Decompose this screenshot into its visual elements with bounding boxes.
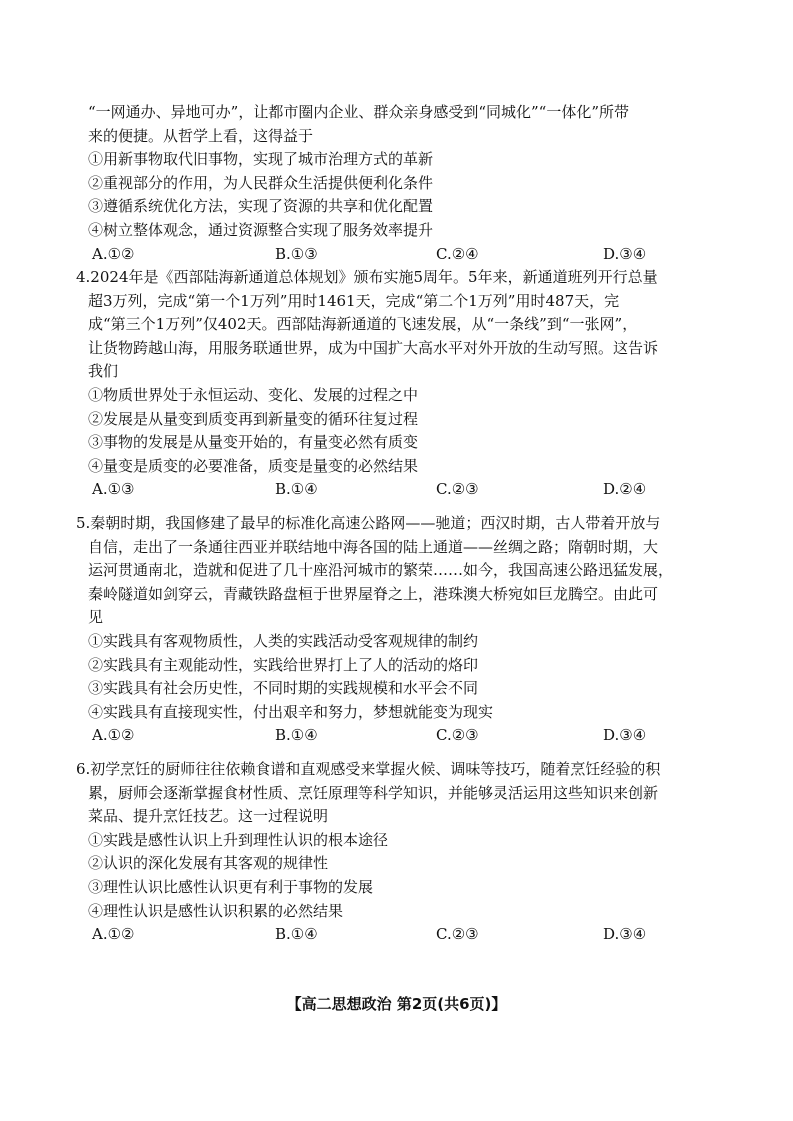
q5-stem-line: 5.秦朝时期，我国修建了最早的标准化高速公路网——驰道；西汉时期，古人带着开放与 xyxy=(76,514,661,532)
q5-stem-line: 运河贯通南北，造就和促进了几十座沿河城市的繁荣……如今，我国高速公路迅猛发展， xyxy=(88,561,674,580)
q6-stem-line: 菜品、提升烹饪技艺。这一过程说明 xyxy=(88,807,329,826)
q6-stem-line: 6.初学烹饪的厨师往往依赖食谱和直观感受来掌握火候、调味等技巧，随着烹饪经验的积 xyxy=(76,760,661,778)
q6-option-d[interactable]: D.③④ xyxy=(603,925,647,944)
q6-statement: ①实践是感性认识上升到理性认识的根本途径 xyxy=(88,830,389,849)
q6-statement: ③理性认识比感性认识更有利于事物的发展 xyxy=(88,877,374,896)
q4-stem-line: 成“第三个1万列”仅402天。西部陆海新通道的飞速发展，从“一条线”到“一张网”， xyxy=(88,315,638,334)
q4-option-c[interactable]: C.②③ xyxy=(436,480,479,499)
q3-stem-line: “一网通办、异地可办”，让都市圈内企业、群众亲身感受到“同城化”“一体化”所带 xyxy=(88,103,630,121)
q4-option-b[interactable]: B.①④ xyxy=(275,480,318,499)
q3-option-a[interactable]: A.①② xyxy=(92,244,135,263)
q3-statement: ①用新事物取代旧事物，实现了城市治理方式的革新 xyxy=(88,150,434,169)
q4-option-a[interactable]: A.①③ xyxy=(92,480,135,499)
q4-statement: ④量变是质变的必要准备，质变是量变的必然结果 xyxy=(88,456,419,475)
q5-stem-line: 自信，走出了一条通往西亚并联结地中海各国的陆上通道——丝绸之路；隋朝时期，大 xyxy=(88,537,659,556)
q4-stem-line: 让货物跨越山海，用服务联通世界，成为中国扩大高水平对外开放的生动写照。这告诉 xyxy=(88,338,659,357)
q5-statement: ①实践具有客观物质性，人类的实践活动受客观规律的制约 xyxy=(88,631,479,650)
q4-options xyxy=(88,478,718,502)
q3-statement: ③遵循系统优化方法，实现了资源的共享和优化配置 xyxy=(88,197,434,216)
q3-option-b[interactable]: B.①③ xyxy=(275,244,318,263)
q6-option-c[interactable]: C.②③ xyxy=(436,925,479,944)
q4-stem-line: 4.2024年是《西部陆海新通道总体规划》颁布实施5周年。5年来，新通道班列开行总量 xyxy=(76,268,658,286)
q6-option-a[interactable]: A.①② xyxy=(92,925,135,944)
q4-statement: ②发展是从量变到质变再到新量变的循环往复过程 xyxy=(88,409,419,428)
q4-stem-line: 超3万列，完成“第一个1万列”用时1461天，完成“第二个1万列”用时487天，完 xyxy=(88,291,620,310)
q6-options xyxy=(88,923,718,947)
q6-statement: ④理性认识是感性认识积累的必然结果 xyxy=(88,901,344,920)
page-footer: 【高二思想政治 第2页(共6页)】 xyxy=(286,995,507,1013)
q5-option-b[interactable]: B.①④ xyxy=(275,726,318,745)
q5-option-a[interactable]: A.①② xyxy=(92,726,135,745)
q4-stem-line: 我们 xyxy=(88,362,119,381)
q3-stem-line: 来的便捷。从哲学上看，这得益于 xyxy=(88,126,314,145)
q6-statement: ②认识的深化发展有其客观的规律性 xyxy=(88,854,329,873)
q4-statement: ③事物的发展是从量变开始的，有量变必然有质变 xyxy=(88,433,419,452)
q5-option-c[interactable]: C.②③ xyxy=(436,726,479,745)
q4-option-d[interactable]: D.②④ xyxy=(603,480,647,499)
question-6 xyxy=(76,758,718,947)
q6-stem-line: 累，厨师会逐渐掌握食材性质、烹饪原理等科学知识，并能够灵活运用这些知识来创新 xyxy=(88,783,659,802)
q3-options xyxy=(88,243,718,267)
question-3 xyxy=(88,101,718,266)
q3-option-c[interactable]: C.②④ xyxy=(436,244,479,263)
question-4 xyxy=(76,266,718,502)
q6-option-b[interactable]: B.①④ xyxy=(275,925,318,944)
q3-option-d[interactable]: D.③④ xyxy=(603,244,647,263)
q3-statement: ②重视部分的作用，为人民群众生活提供便利化条件 xyxy=(88,173,434,192)
q5-statement: ②实践具有主观能动性，实践给世界打上了人的活动的烙印 xyxy=(88,655,479,674)
q5-statement: ③实践具有社会历史性，不同时期的实践规模和水平会不同 xyxy=(88,679,479,698)
q3-statement: ④树立整体观念，通过资源整合实现了服务效率提升 xyxy=(88,220,434,239)
q5-stem-line: 秦岭隧道如剑穿云，青藏铁路盘桓于世界屋脊之上，港珠澳大桥宛如巨龙腾空。由此可 xyxy=(88,584,659,603)
q4-statement: ①物质世界处于永恒运动、变化、发展的过程之中 xyxy=(88,385,419,404)
q5-option-d[interactable]: D.③④ xyxy=(603,726,647,745)
q5-statement: ④实践具有直接现实性，付出艰辛和努力，梦想就能变为现实 xyxy=(88,702,494,721)
question-5 xyxy=(76,512,718,748)
q5-options xyxy=(88,724,718,748)
q5-stem-line: 见 xyxy=(88,608,104,627)
